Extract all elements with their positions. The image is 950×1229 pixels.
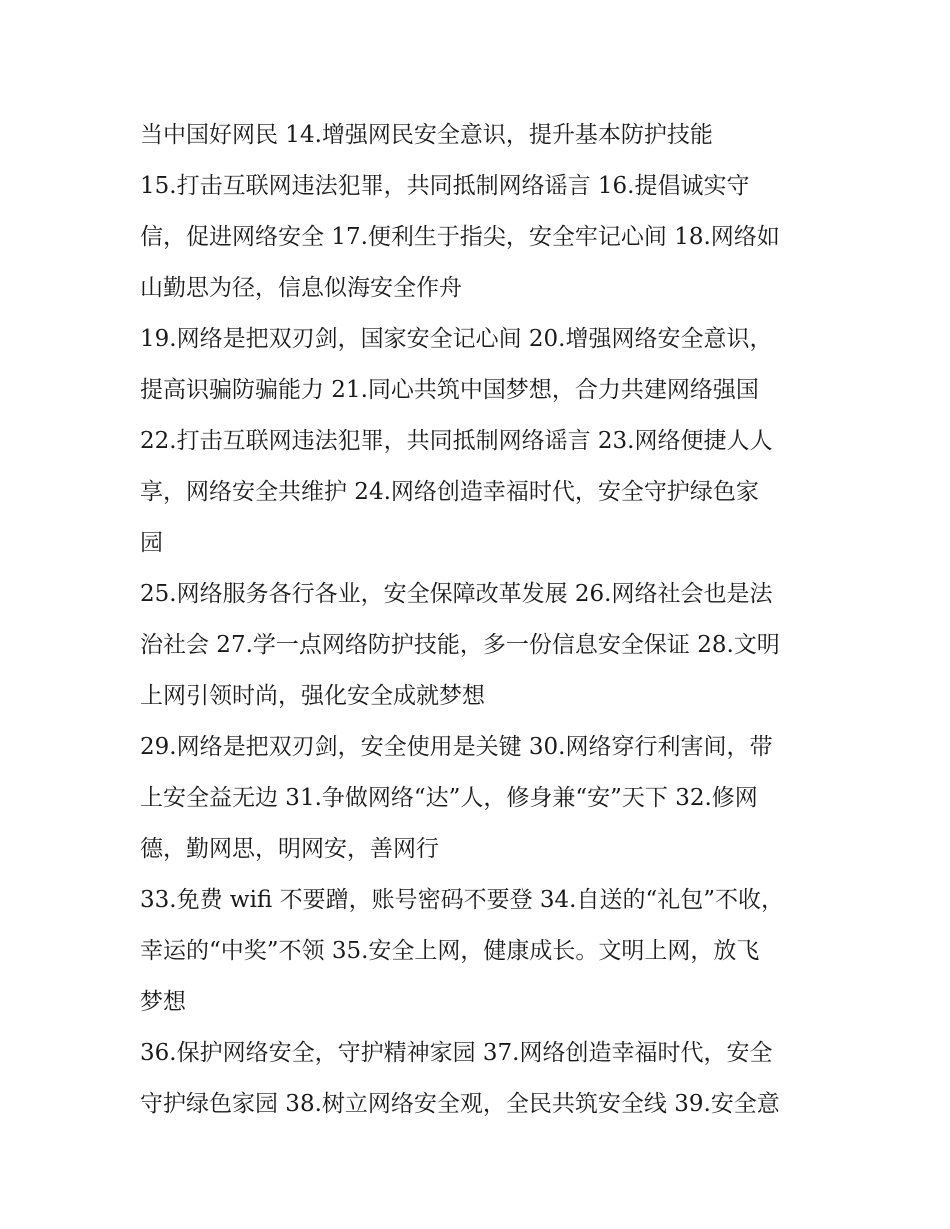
text-line: 德，勤网思，明网安，善网行: [140, 836, 439, 862]
text-line: 15.打击互联网违法犯罪，共同抵制网络谣言 16.提倡诚实守: [140, 173, 750, 199]
text-line: 当中国好网民 14.增强网民安全意识，提升基本防护技能: [140, 122, 713, 148]
text-line: 治社会 27.学一点网络防护技能，多一份信息安全保证 28.文明: [140, 632, 780, 658]
text-line: 19.网络是把双刃剑，国家安全记心间 20.增强网络安全意识，: [140, 326, 773, 352]
text-line: 上网引领时尚，强化安全成就梦想: [140, 683, 485, 709]
text-line: 29.网络是把双刃剑，安全使用是关键 30.网络穿行利害间，带: [140, 734, 773, 760]
text-line: 幸运的“中奖”不领 35.安全上网，健康成长。文明上网，放飞: [140, 938, 760, 964]
text-line: 信，促进网络安全 17.便利生于指尖，安全牢记心间 18.网络如: [140, 224, 780, 250]
text-line: 25.网络服务各行各业，安全保障改革发展 26.网络社会也是法: [140, 581, 773, 607]
text-line: 上安全益无边 31.争做网络“达”人，修身兼“安”天下 32.修网: [140, 785, 758, 811]
text-line: 园: [140, 530, 163, 556]
text-line: 提高识骗防骗能力 21.同心共筑中国梦想，合力共建网络强国: [140, 377, 759, 403]
text-line: 守护绿色家园 38.树立网络安全观，全民共筑安全线 39.安全意: [140, 1091, 780, 1117]
text-line: 梦想: [140, 989, 186, 1015]
document-body: [140, 110, 820, 1130]
text-line: 山勤思为径，信息似海安全作舟: [140, 275, 462, 301]
text-line: 享，网络安全共维护 24.网络创造幸福时代，安全守护绿色家: [140, 479, 759, 505]
text-line: 22.打击互联网违法犯罪，共同抵制网络谣言 23.网络便捷人人: [140, 428, 773, 454]
text-line: 36.保护网络安全，守护精神家园 37.网络创造幸福时代，安全: [140, 1040, 773, 1066]
text-line: 33.免费 wifi 不要蹭，账号密码不要登 34.自送的“礼包”不收，: [140, 887, 784, 913]
